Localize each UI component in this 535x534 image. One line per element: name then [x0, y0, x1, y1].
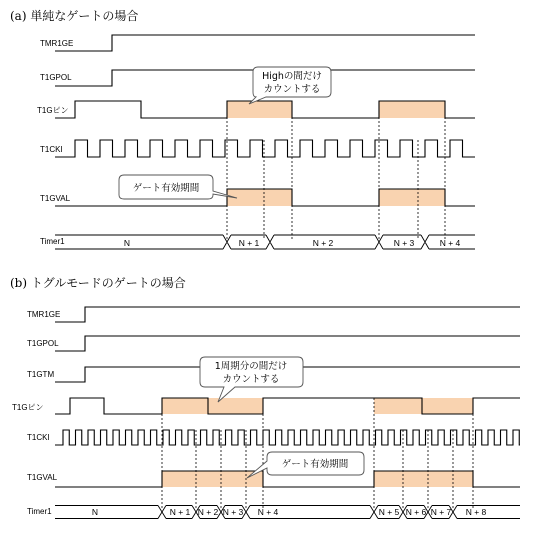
label-timer1-b: Timer1 — [27, 507, 52, 516]
timer-b-n: N — [91, 507, 99, 517]
label-t1gpol-b: T1GPOL — [27, 339, 59, 348]
callout-gate-a-text: ゲート有効期間 — [132, 183, 200, 194]
callout-count-b — [200, 357, 303, 402]
label-timer1-a: Timer1 — [40, 237, 65, 246]
guides-a — [227, 101, 445, 240]
panel-b-title: (b) トグルモードのゲートの場合 — [10, 276, 186, 290]
timer-b-n3: N + 3 — [222, 507, 244, 517]
wave-t1cki-b — [55, 430, 520, 445]
t1g-high-highlight-2 — [379, 101, 445, 118]
panel-b — [10, 275, 520, 519]
wave-tmr1ge-b — [55, 307, 520, 322]
t1g-toggle-highlight-2 — [374, 398, 473, 414]
callout-count-b-line2: カウントする — [222, 374, 280, 385]
wave-t1cki-a — [55, 140, 475, 157]
callout-count-b-line1: 1周期分の間だけ — [214, 361, 288, 372]
callout-gate-a — [119, 175, 237, 199]
label-t1cki-b: T1CKI — [27, 433, 50, 442]
label-t1gpol-a: T1GPOL — [40, 73, 72, 82]
label-t1g-pin-b: T1Gピン — [12, 403, 44, 412]
callout-count-a-line1: Highの間だけ — [262, 71, 322, 82]
timer-b-n2: N + 2 — [197, 507, 219, 517]
timer-b-n7: N + 7 — [430, 507, 452, 517]
t1g-high-highlight-1 — [227, 101, 292, 118]
label-tmr1ge-a: TMR1GE — [40, 39, 74, 48]
timer-b-n5: N + 5 — [378, 507, 400, 517]
timer-a-n3: N + 3 — [393, 238, 415, 248]
t1gval-highlight-2 — [379, 189, 445, 206]
t1gval-highlight-b-2 — [374, 471, 473, 487]
timer-a-n1: N + 1 — [238, 238, 260, 248]
timer-b-n1: N + 1 — [169, 507, 191, 517]
callout-gate-b-text: ゲート有効期間 — [281, 459, 349, 470]
label-tmr1ge-b: TMR1GE — [27, 310, 61, 319]
timer-b-n6: N + 6 — [405, 507, 427, 517]
t1gval-highlight-b-1 — [162, 471, 263, 487]
callout-count-a-line2: カウントする — [263, 84, 321, 95]
timer-a-n: N — [123, 238, 131, 248]
wave-tmr1ge-a — [55, 35, 475, 51]
timer-a-n4: N + 4 — [439, 238, 461, 248]
timer-b-n8: N + 8 — [465, 507, 487, 517]
label-t1gval-a: T1GVAL — [40, 194, 71, 203]
t1g-toggle-highlight-1 — [162, 398, 263, 414]
timer-b-n4: N + 4 — [257, 507, 279, 517]
panel-a-title: (a) 単純なゲートの場合 — [10, 9, 139, 23]
callout-gate-b — [247, 452, 364, 478]
label-t1gtm-b: T1GTM — [27, 370, 55, 379]
timer-a-n2: N + 2 — [312, 238, 334, 248]
label-t1gval-b: T1GVAL — [27, 473, 58, 482]
label-t1cki-a: T1CKI — [40, 145, 63, 154]
panel-a — [10, 8, 475, 249]
callout-count-a — [249, 67, 331, 104]
wave-t1gpol-b — [55, 336, 520, 351]
label-t1g-pin-a: T1Gピン — [37, 106, 69, 115]
